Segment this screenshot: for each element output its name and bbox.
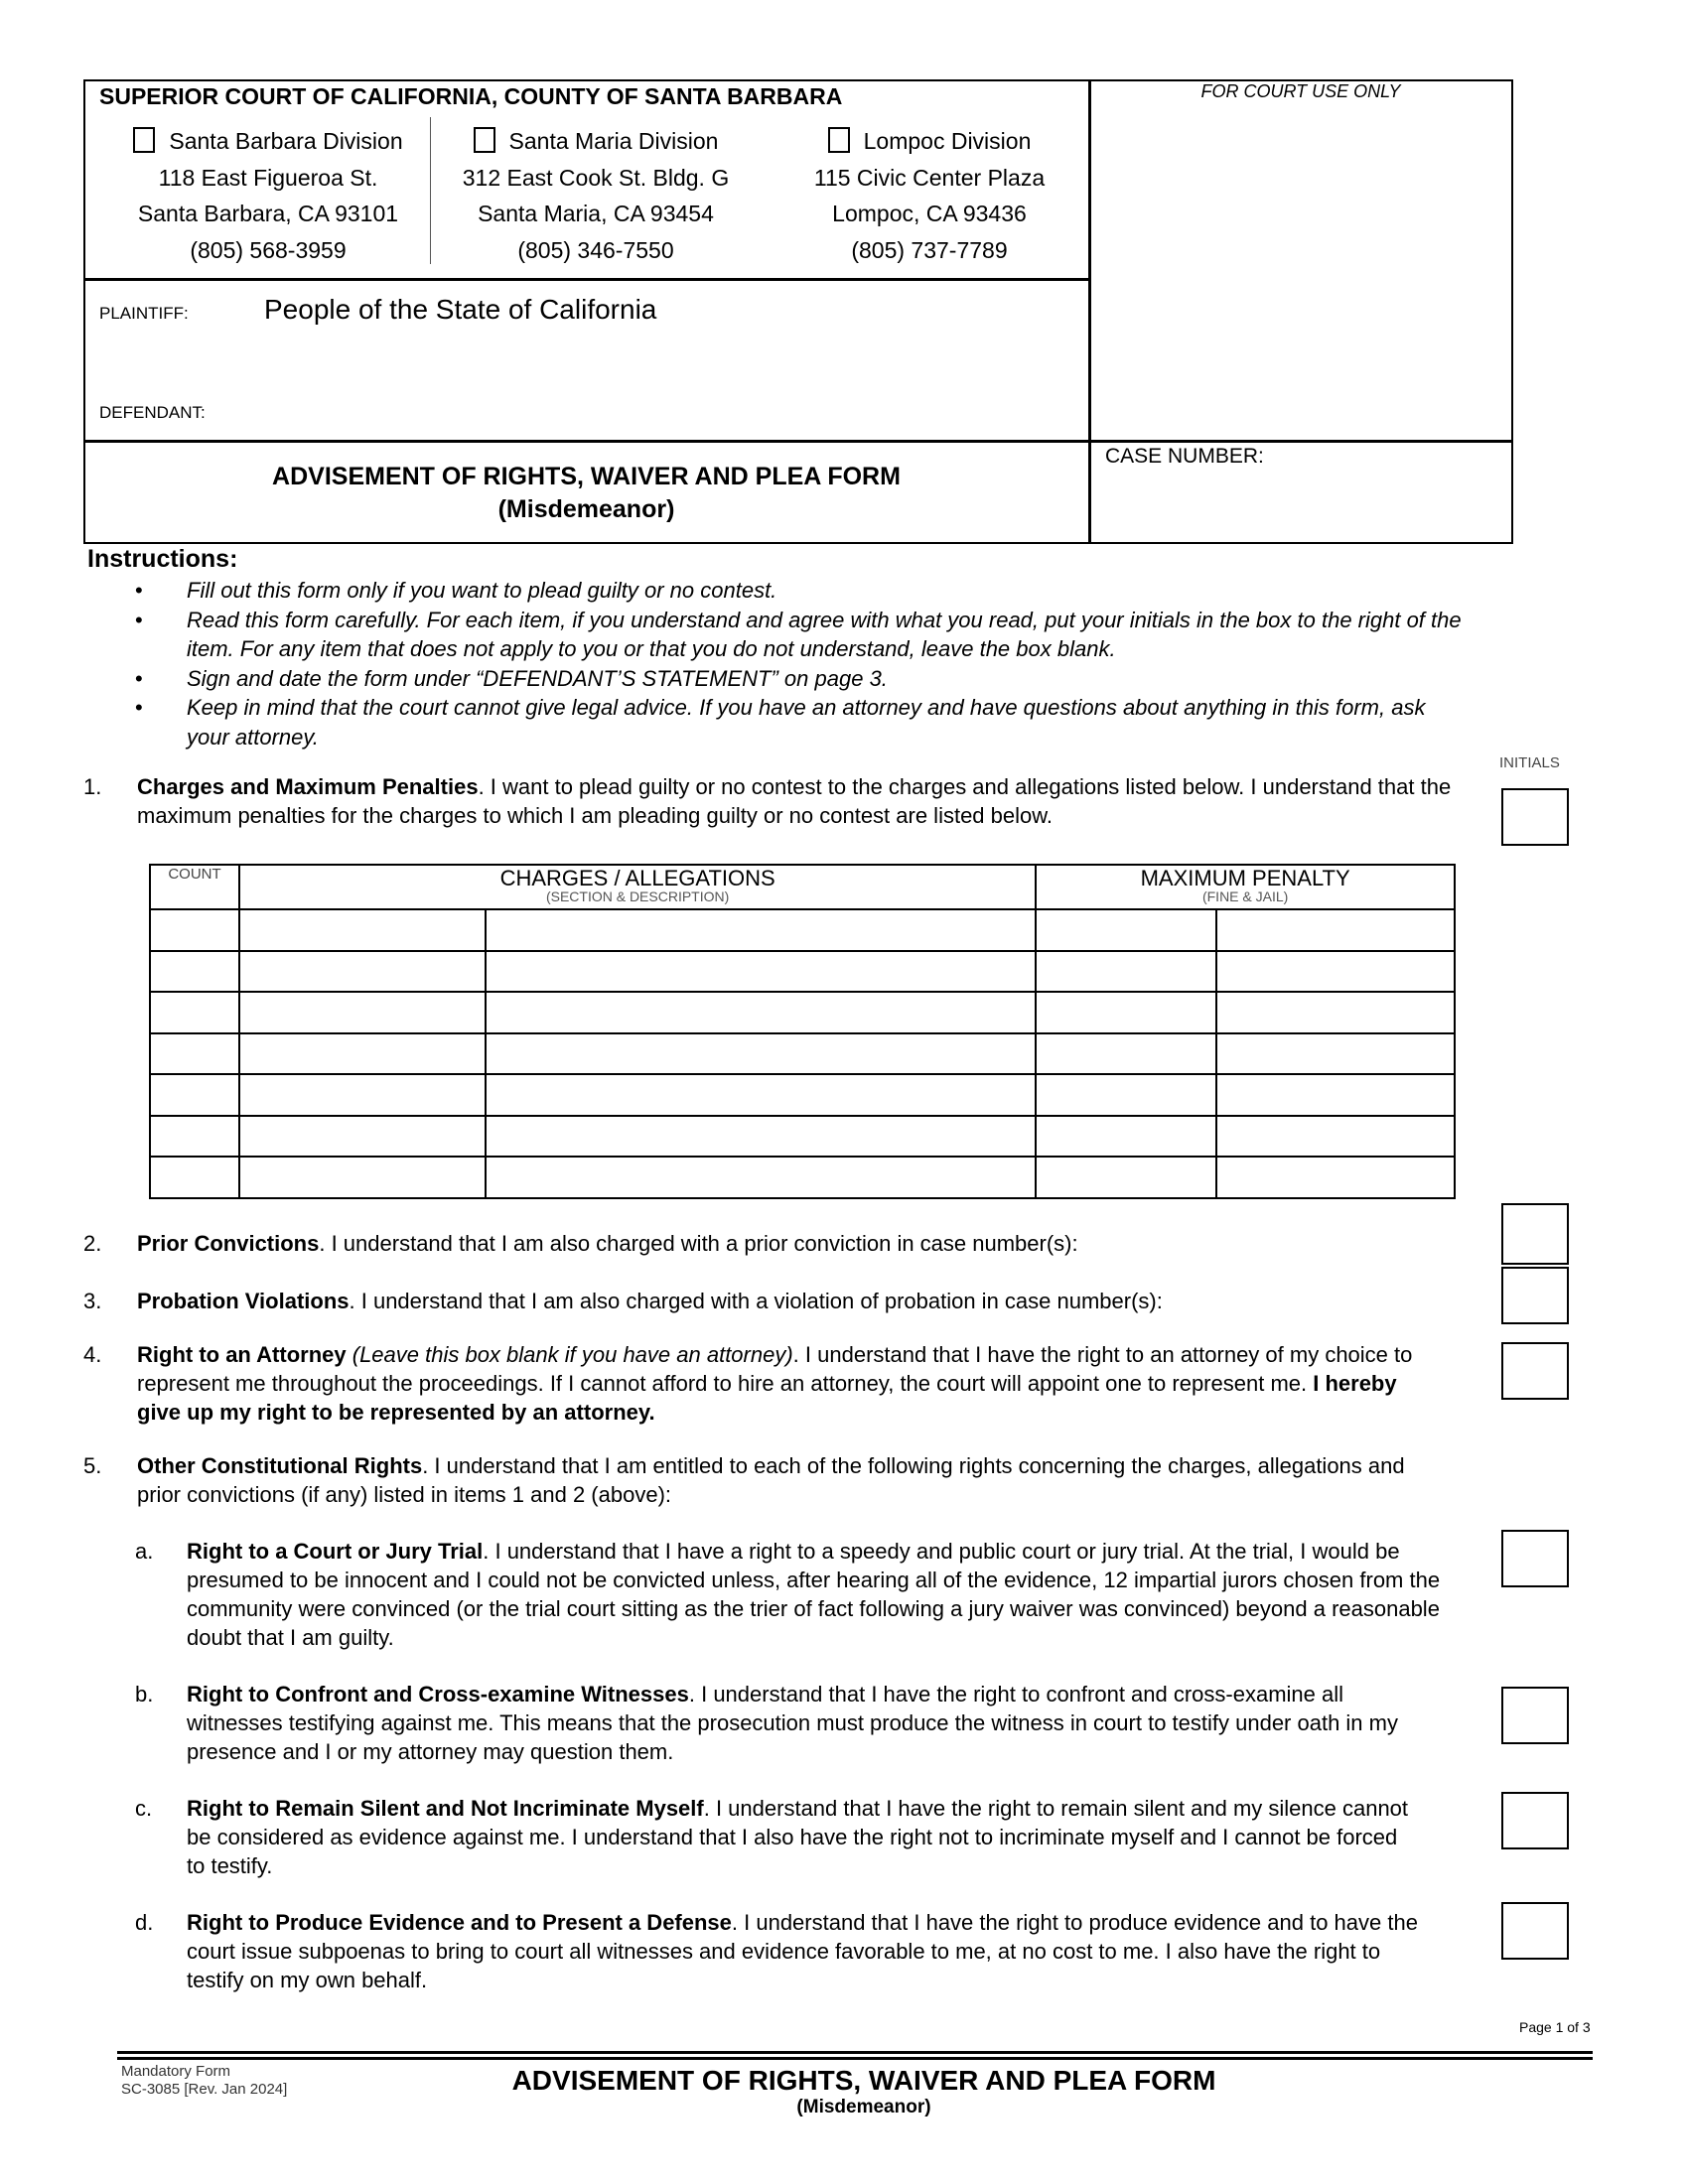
subitem-title: Right to Remain Silent and Not Incriminate Myself <box>187 1796 704 1821</box>
initials-box-1[interactable] <box>1501 788 1569 846</box>
charge-cell[interactable] <box>1216 909 1455 951</box>
divider <box>83 278 1089 281</box>
form-title <box>83 461 1089 526</box>
division-name: Santa Maria Division <box>508 128 719 154</box>
item-probation-violations <box>83 1287 1474 1315</box>
subitem-letter: a. <box>135 1539 154 1564</box>
charge-cell[interactable] <box>239 1033 486 1075</box>
division-checkbox[interactable] <box>828 127 850 153</box>
charge-cell[interactable] <box>150 992 239 1033</box>
item-title: Prior Convictions <box>137 1231 320 1256</box>
subitem-text: . I understand that I have the right to remain silent and my silence cannot be considered as evidence against me. I understand that I also have the right not to incriminate myself and I cannot be forced to testify. <box>187 1796 1409 1878</box>
subtitle: (Misdemeanor) <box>497 495 675 523</box>
charge-cell[interactable] <box>239 992 486 1033</box>
division-checkbox[interactable] <box>474 127 495 153</box>
mandatory-form: Mandatory Form <box>121 2063 231 2080</box>
item-text: . I understand that I am also charged with a violation of probation in case number(s): <box>349 1289 1163 1313</box>
charge-row <box>150 1116 1455 1158</box>
charge-row <box>150 1157 1455 1198</box>
instructions-list <box>135 576 1466 751</box>
plaintiff-value[interactable]: People of the State of California <box>264 294 657 325</box>
division-phone: (805) 737-7789 <box>851 236 1008 263</box>
charge-cell[interactable] <box>239 909 486 951</box>
subitem-text: . I understand that I have the right to confront and cross-examine all witnesses testifying against me. This means that the prosecution must produce the witness in court to testify under oath in my presence and I or my attorney may question them. <box>187 1682 1398 1764</box>
item-title: Other Constitutional Rights <box>137 1453 423 1478</box>
charge-cell[interactable] <box>239 1157 486 1198</box>
court-name: SUPERIOR COURT OF CALIFORNIA, COUNTY OF SANTA BARBARA <box>99 83 843 109</box>
charge-cell[interactable] <box>150 909 239 951</box>
division-name: Santa Barbara Division <box>169 128 403 154</box>
charge-row <box>150 951 1455 993</box>
footer-rule <box>117 2051 1593 2054</box>
charge-cell[interactable] <box>150 1157 239 1198</box>
charge-cell[interactable] <box>486 1157 1037 1198</box>
subitem-letter: d. <box>135 1910 154 1935</box>
charges-table <box>149 864 1456 1199</box>
charge-cell[interactable] <box>1216 1116 1455 1158</box>
charges-header-label: CHARGES / ALLEGATIONS <box>499 865 775 890</box>
footer-rule <box>117 2057 1593 2060</box>
charge-cell[interactable] <box>486 1033 1037 1075</box>
defendant-label: DEFENDANT: <box>99 403 206 422</box>
item-number: 5. <box>83 1453 102 1478</box>
initials-box-5d[interactable] <box>1501 1902 1569 1960</box>
division-address: 312 East Cook St. Bldg. G <box>462 164 730 191</box>
charge-cell[interactable] <box>1216 951 1455 993</box>
instruction: • Read this form carefully. For each item, if you understand and agree with what you read, put your initials in the box to the right of the item. For any item that does not apply to you or that you do not understand, leave the box blank. <box>135 606 1466 664</box>
charge-cell[interactable] <box>1036 1157 1216 1198</box>
charge-cell[interactable] <box>1216 1074 1455 1116</box>
court-use-label: FOR COURT USE ONLY <box>1200 81 1401 101</box>
instruction: • Fill out this form only if you want to plead guilty or no contest. <box>135 576 1466 606</box>
charge-cell[interactable] <box>150 1074 239 1116</box>
division-address: 118 East Figueroa St. <box>158 164 378 191</box>
charge-cell[interactable] <box>150 1033 239 1075</box>
charge-cell[interactable] <box>1036 1116 1216 1158</box>
footer-title-text: ADVISEMENT OF RIGHTS, WAIVER AND PLEA FORM <box>511 2065 1216 2096</box>
division-santa-barbara <box>119 123 417 268</box>
charges-header-sub: (SECTION & DESCRIPTION) <box>545 887 730 904</box>
footer-subtitle: (Misdemeanor) <box>796 2097 931 2117</box>
instruction: • Sign and date the form under “DEFENDANT’S STATEMENT” on page 3. <box>135 664 1466 694</box>
charge-row <box>150 1033 1455 1075</box>
item-constitutional-rights <box>83 1451 1464 1509</box>
item-text: . I understand that I am entitled to each of the following rights concerning the charges, allegations and prior convictions (if any) listed in items 1 and 2 (above): <box>137 1453 1405 1507</box>
instructions-heading: Instructions: <box>87 545 238 573</box>
item-note: (Leave this box blank if you have an attorney) <box>346 1342 793 1367</box>
penalty-header-sub: (FINE & JAIL) <box>1201 887 1289 904</box>
initials-box-3[interactable] <box>1501 1267 1569 1324</box>
subitem-letter: c. <box>135 1796 153 1821</box>
charges-header <box>239 865 1036 909</box>
subitem-produce-evidence <box>135 1908 1476 1994</box>
subitem-text: . I understand that I have a right to a speedy and public court or jury trial. At the trial, I would be presumed to be innocent and I could not be convicted unless, after hearing all of the evidence, 12 impartial jurors chosen from the community were convinced (or the trial court sitting as the trier of fact following a jury waiver was convinced) beyond a reasonable doubt that I am guilty. <box>187 1539 1441 1650</box>
division-lompoc <box>780 123 1078 268</box>
subitem-letter: b. <box>135 1682 154 1706</box>
subitem-text: . I understand that I have the right to produce evidence and to have the court issue subpoenas to bring to court all witnesses and evidence favorable to me, at no cost to me. I also have the right to testify on my own behalf. <box>187 1910 1418 1992</box>
charge-cell[interactable] <box>1216 1157 1455 1198</box>
item-attorney <box>83 1340 1464 1427</box>
charge-cell[interactable] <box>1036 1033 1216 1075</box>
charge-cell[interactable] <box>239 951 486 993</box>
case-number-label: CASE NUMBER: <box>1105 445 1264 468</box>
initials-box-4[interactable] <box>1501 1342 1569 1400</box>
initials-box-5a[interactable] <box>1501 1530 1569 1587</box>
charge-cell[interactable] <box>1036 951 1216 993</box>
divider <box>83 440 1513 443</box>
division-phone: (805) 346-7550 <box>517 236 674 263</box>
subitem-title: Right to Confront and Cross-examine Witnesses <box>187 1682 689 1706</box>
charge-cell[interactable] <box>239 1074 486 1116</box>
item-text: . I understand that I have the right to an attorney of my choice to represent me throughout the proceedings. If I cannot afford to hire an attorney, the court will appoint one to represent me. <box>137 1342 1413 1396</box>
charge-cell[interactable] <box>486 1074 1037 1116</box>
charge-cell[interactable] <box>1036 992 1216 1033</box>
item-text: . I understand that I am also charged with a prior conviction in case number(s): <box>319 1231 1078 1256</box>
division-phone: (805) 568-3959 <box>190 236 347 263</box>
division-name: Lompoc Division <box>863 128 1032 154</box>
charge-cell[interactable] <box>1036 909 1216 951</box>
item-number: 4. <box>83 1342 102 1367</box>
subitem-remain-silent <box>135 1794 1476 1880</box>
subitem-confront-witnesses <box>135 1680 1476 1766</box>
division-city: Lompoc, CA 93436 <box>832 201 1027 226</box>
subitem-title: Right to Produce Evidence and to Present a Defense <box>187 1910 732 1935</box>
item-waiver: I hereby give up my right to be represented by an attorney. <box>137 1371 1397 1425</box>
charge-row <box>150 992 1455 1033</box>
item-title: Charges and Maximum Penalties <box>137 774 479 799</box>
instruction: • Keep in mind that the court cannot give legal advice. If you have an attorney and have questions about anything in this form, ask your attorney. <box>135 693 1466 751</box>
charge-cell[interactable] <box>486 1116 1037 1158</box>
initials-label: INITIALS <box>1499 754 1560 771</box>
title: ADVISEMENT OF RIGHTS, WAIVER AND PLEA FORM <box>272 463 901 490</box>
item-charges <box>83 772 1474 830</box>
charge-cell[interactable] <box>486 909 1037 951</box>
charge-cell[interactable] <box>150 951 239 993</box>
form-info <box>121 2063 287 2099</box>
division-santa-maria <box>447 123 745 268</box>
division-city: Santa Barbara, CA 93101 <box>137 201 399 226</box>
charge-cell[interactable] <box>486 951 1037 993</box>
charge-cell[interactable] <box>486 992 1037 1033</box>
item-prior-convictions <box>83 1229 1474 1258</box>
penalty-header <box>1036 865 1455 909</box>
charge-row <box>150 909 1455 951</box>
form-id: SC-3085 [Rev. Jan 2024] <box>121 2081 288 2098</box>
division-checkbox[interactable] <box>133 127 155 153</box>
charge-cell[interactable] <box>150 1116 239 1158</box>
item-title: Probation Violations <box>137 1289 350 1313</box>
division-address: 115 Civic Center Plaza <box>813 164 1046 191</box>
item-title: Right to an Attorney <box>137 1342 347 1367</box>
charge-cell[interactable] <box>1216 992 1455 1033</box>
charge-cell[interactable] <box>1216 1033 1455 1075</box>
item-text: . I want to plead guilty or no contest to the charges and allegations listed below. I understand that the maximum penalties for the charges to which I am pleading guilty or no contest are listed below. <box>137 774 1452 828</box>
initials-box-5c[interactable] <box>1501 1792 1569 1849</box>
penalty-header-label: MAXIMUM PENALTY <box>1140 865 1350 890</box>
footer-title <box>338 2065 1390 2118</box>
count-header: COUNT <box>150 865 239 909</box>
item-number: 3. <box>83 1289 102 1313</box>
divider <box>430 117 431 264</box>
charge-row <box>150 1074 1455 1116</box>
plaintiff-label: PLAINTIFF: <box>99 304 189 323</box>
division-city: Santa Maria, CA 93454 <box>478 201 714 226</box>
item-number: 1. <box>83 774 102 799</box>
subitem-title: Right to a Court or Jury Trial <box>187 1539 484 1564</box>
charge-cell[interactable] <box>239 1116 486 1158</box>
item-number: 2. <box>83 1231 102 1256</box>
initials-box-2[interactable] <box>1501 1203 1569 1265</box>
charge-cell[interactable] <box>1036 1074 1216 1116</box>
initials-box-5b[interactable] <box>1501 1687 1569 1744</box>
page-number: Page 1 of 3 <box>1519 2019 1591 2035</box>
subitem-jury-trial <box>135 1537 1476 1652</box>
